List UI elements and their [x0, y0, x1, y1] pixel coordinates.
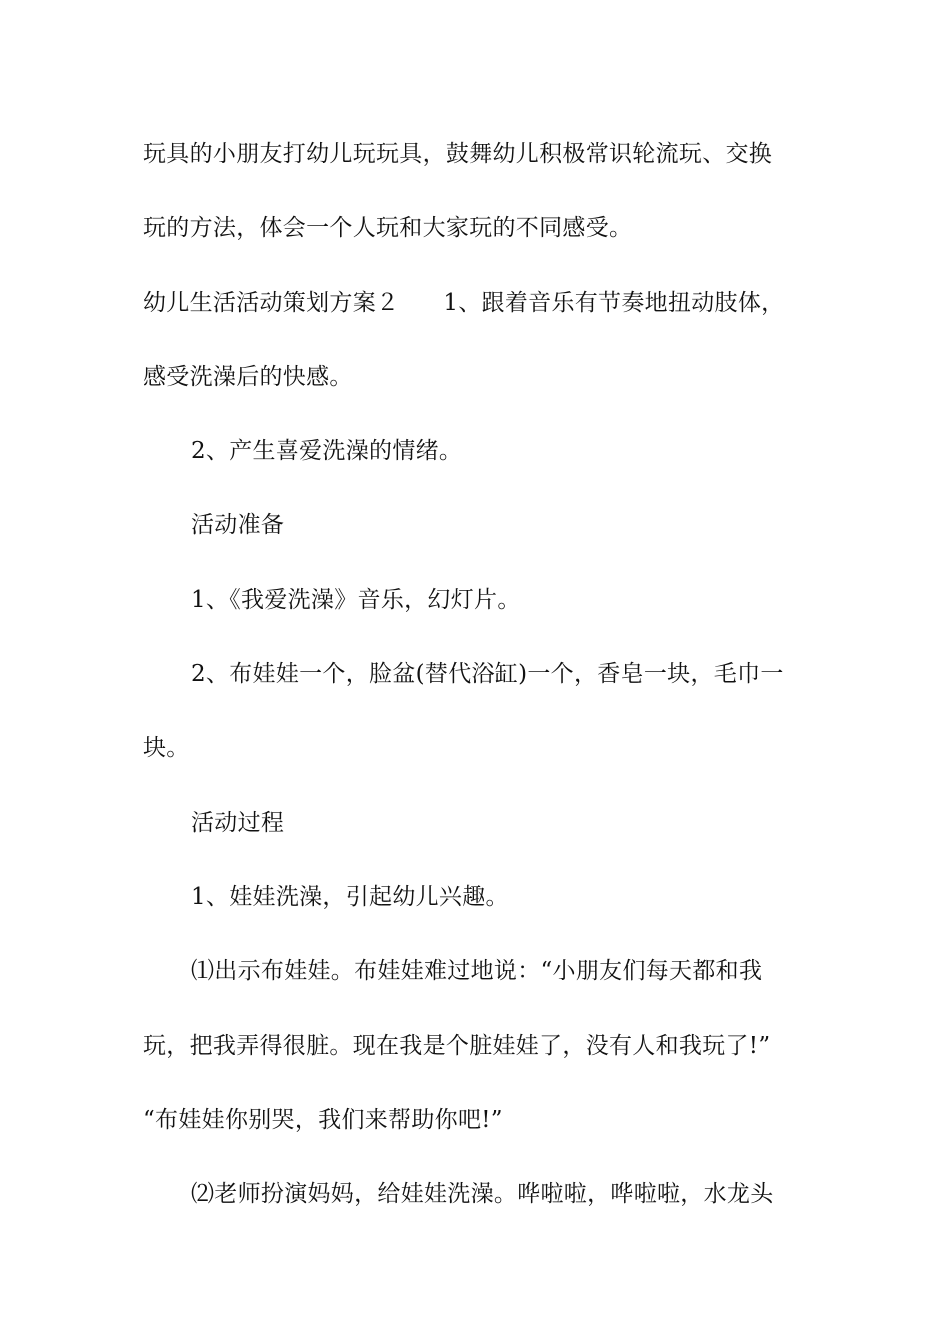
- text-line-3: [143, 288, 813, 318]
- text-line-14: “布娃娃你别哭，我们来帮助你吧!”: [143, 1107, 503, 1133]
- text-line-12: ⑴出示布娃娃。布娃娃难过地说：“小朋友们每天都和我: [191, 958, 763, 984]
- heading-process: 活动过程: [191, 810, 285, 836]
- text-line-7: 1、《我爱洗澡》音乐，幻灯片。: [191, 587, 521, 613]
- text-line-2: 玩的方法，体会一个人玩和大家玩的不同感受。: [143, 215, 633, 241]
- text-line-13: 玩，把我弄得很脏。现在我是个脏娃娃了，没有人和我玩了!”: [143, 1033, 771, 1059]
- section-title: 幼儿生活活动策划方案２: [143, 290, 400, 316]
- objective-1: 1、跟着音乐有节奏地扭动肢体，: [443, 290, 785, 316]
- text-line-11: 1、娃娃洗澡，引起幼儿兴趣。: [191, 884, 509, 910]
- text-line-15: ⑵老师扮演妈妈，给娃娃洗澡。哗啦啦，哗啦啦，水龙头: [191, 1181, 774, 1207]
- heading-preparation: 活动准备: [191, 512, 285, 538]
- text-line-1: 玩具的小朋友打幼儿玩玩具，鼓舞幼儿积极常识轮流玩、交换: [143, 141, 773, 167]
- text-line-9: 块。: [143, 735, 190, 761]
- text-line-8: 2、布娃娃一个，脸盆(替代浴缸)一个，香皂一块，毛巾一: [191, 661, 784, 687]
- text-line-5: 2、产生喜爱洗澡的情绪。: [191, 438, 463, 464]
- text-line-4: 感受洗澡后的快感。: [143, 364, 353, 390]
